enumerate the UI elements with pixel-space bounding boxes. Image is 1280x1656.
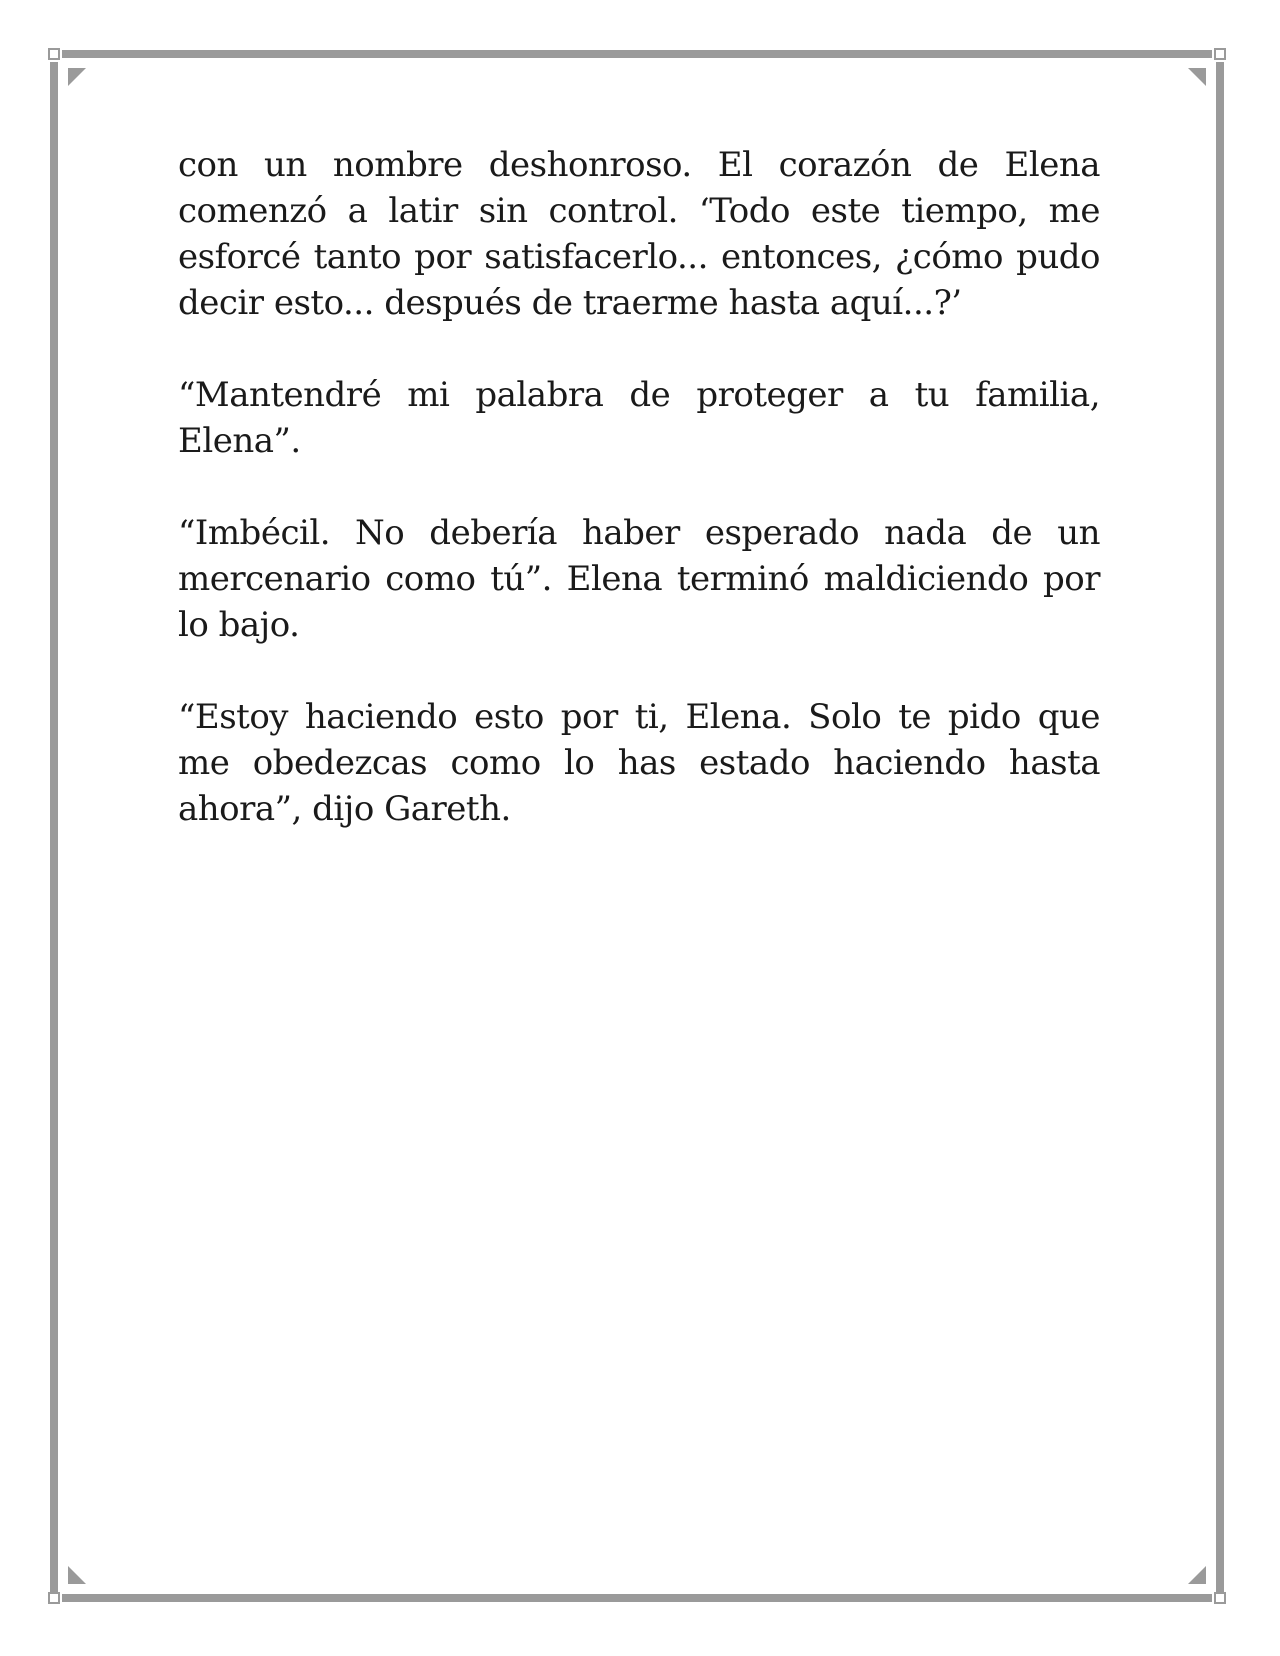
paragraph-2: “Mantendré mi palabra de proteger a tu familia, Elena”. <box>178 375 1100 461</box>
corner-square-bottom-left <box>49 1593 59 1603</box>
corner-square-top-right <box>1215 49 1225 59</box>
paragraph-1: con un nombre deshonroso. El corazón de Elena comenzó a latir sin control. ‘Todo este tiempo, me esforcé tanto por satisfacerlo... entonces, ¿cómo pudo decir esto... después de traerme hasta aquí...?’ <box>178 145 1100 323</box>
corner-triangle-top-right <box>1188 68 1206 86</box>
paragraph-3: “Imbécil. No debería haber esperado nada de un mercenario como tú”. Elena terminó maldiciendo por lo bajo. <box>178 513 1100 645</box>
border-right <box>1216 62 1224 1592</box>
corner-triangle-bottom-right <box>1188 1566 1206 1584</box>
border-bottom <box>62 1594 1212 1602</box>
corner-square-bottom-right <box>1215 1593 1225 1603</box>
corner-triangle-top-left <box>68 68 86 86</box>
border-top <box>62 50 1212 58</box>
corner-triangle-bottom-left <box>68 1566 86 1584</box>
border-left <box>50 62 58 1592</box>
paragraph-4: “Estoy haciendo esto por ti, Elena. Solo te pido que me obedezcas como lo has estado haciendo hasta ahora”, dijo Gareth. <box>178 697 1100 829</box>
document-body <box>178 142 1100 878</box>
corner-square-top-left <box>49 49 59 59</box>
